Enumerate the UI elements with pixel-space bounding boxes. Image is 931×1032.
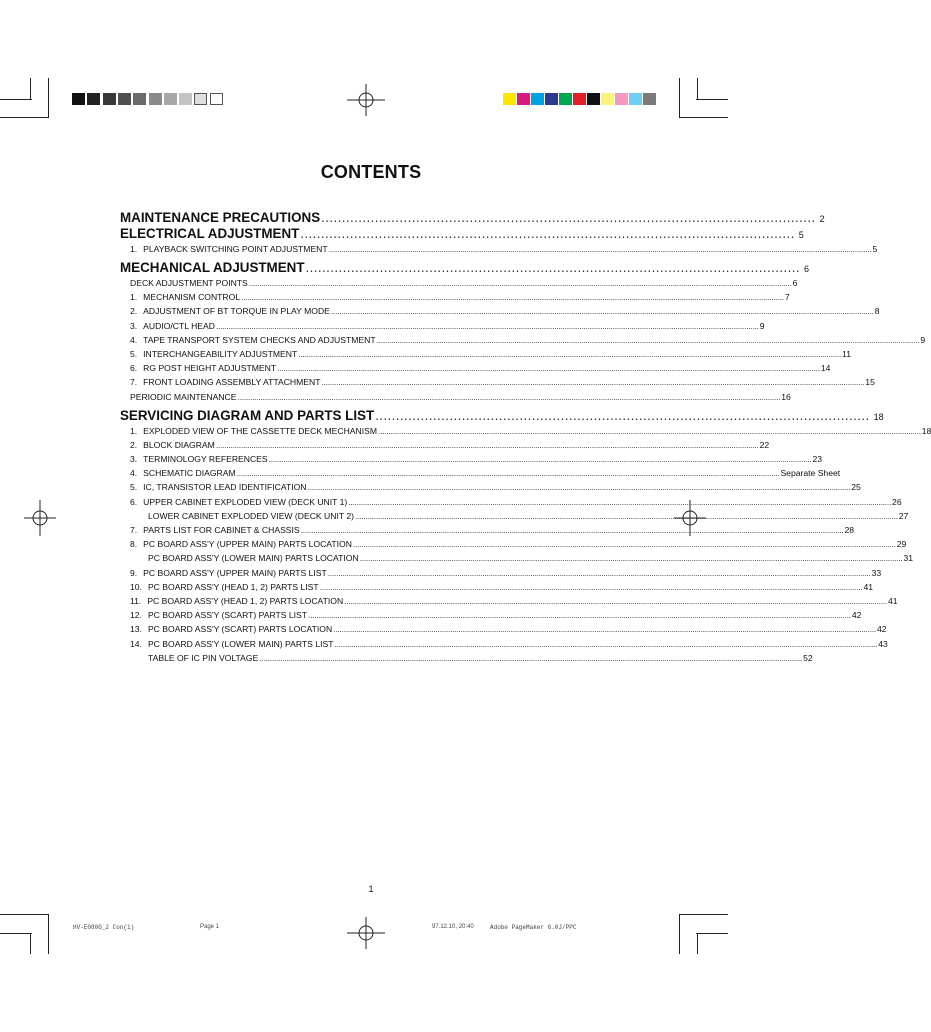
dot-leader: ........................................................................................................................ <box>305 260 800 275</box>
toc-entry-page: 29 <box>896 539 907 550</box>
dot-leader: .................................................................................................................................................................................................................................................................... <box>344 596 887 606</box>
toc-entry-label: MECHANISM CONTROL <box>143 292 241 303</box>
toc-entry[interactable] <box>130 638 888 649</box>
dot-leader: .................................................................................................................................................................................................................................................................... <box>215 320 759 331</box>
crop-mark <box>48 78 49 118</box>
toc-entry-number: 5. <box>130 349 138 359</box>
toc-entry[interactable] <box>130 539 907 550</box>
toc-entry-page: 16 <box>781 391 791 402</box>
dot-leader: .................................................................................................................................................................................................................................................................... <box>215 439 759 450</box>
toc-entry-label: TAPE TRANSPORT SYSTEM CHECKS AND ADJUSTMENT <box>143 334 376 345</box>
slug-software: Adobe PageMaker 6.0J/PPC <box>490 924 577 931</box>
toc-entry-number: 12. <box>130 610 142 621</box>
toc-entry[interactable] <box>130 581 874 592</box>
crop-mark <box>30 933 31 954</box>
toc-entry[interactable] <box>130 320 765 331</box>
toc-entry[interactable] <box>130 334 926 345</box>
toc-entry[interactable] <box>130 596 898 606</box>
slug-filename: HV-E080G_2 Con(1) <box>73 924 135 931</box>
gray-swatch <box>87 93 100 105</box>
toc-entry-label: IC, TRANSISTOR LEAD IDENTIFICATION <box>143 482 307 493</box>
toc-entry[interactable] <box>130 482 861 493</box>
toc-entry-page: 14 <box>820 363 831 374</box>
crop-mark <box>696 99 728 100</box>
toc-entry-number: 7. <box>130 377 138 388</box>
toc-entry[interactable] <box>130 349 851 359</box>
crop-mark <box>0 914 48 915</box>
gray-swatch <box>164 93 177 105</box>
toc-entry-label: PC BOARD ASS'Y (HEAD 1, 2) PARTS LIST <box>147 581 319 592</box>
toc-entry-label: PC BOARD ASS'Y (UPPER MAIN) PARTS LOCATION <box>143 539 352 550</box>
dot-leader: .................................................................................................................................................................................................................................................................... <box>237 391 781 402</box>
dot-leader: .................................................................................................................................................................................................................................................................... <box>308 610 851 621</box>
toc-entry-number: 3. <box>130 320 138 331</box>
toc-entry-page: 22 <box>759 439 770 450</box>
gray-swatch <box>103 93 116 105</box>
toc-entry-page: Separate Sheet <box>780 468 841 479</box>
dot-leader: .................................................................................................................................................................................................................................................................... <box>321 377 865 388</box>
color-swatch <box>601 93 614 105</box>
toc-entry[interactable] <box>130 624 887 635</box>
dot-leader: .................................................................................................................................................................................................................................................................... <box>352 539 896 550</box>
toc-entry-label: MAINTENANCE PRECAUTIONS <box>120 210 321 225</box>
toc-entry-label: PC BOARD ASS'Y (SCART) PARTS LIST <box>147 610 308 621</box>
color-swatch <box>573 93 586 105</box>
dot-leader: .................................................................................................................................................................................................................................................................... <box>236 468 780 479</box>
toc-entry-label: MECHANICAL ADJUSTMENT <box>120 260 305 275</box>
toc-entry[interactable] <box>130 377 875 388</box>
toc-entry[interactable] <box>130 610 862 621</box>
toc-entry-number: 9. <box>130 567 138 578</box>
toc-entry-page: 5 <box>798 230 804 240</box>
color-swatch <box>545 93 558 105</box>
toc-entry-label: ELECTRICAL ADJUSTMENT <box>120 226 300 241</box>
toc-entry-label: LOWER CABINET EXPLODED VIEW (DECK UNIT 2) <box>148 510 354 521</box>
toc-entry-number: 6. <box>130 363 138 374</box>
toc-entry-number: 6. <box>130 496 138 507</box>
color-swatch <box>503 93 516 105</box>
toc-entry-page: 18 <box>921 425 931 436</box>
toc-entry-page: 28 <box>844 525 855 535</box>
crop-mark <box>679 914 728 915</box>
toc-entry-page: 33 <box>871 567 882 578</box>
toc-entry-number: 1. <box>130 425 138 436</box>
dot-leader: .................................................................................................................................................................................................................................................................... <box>330 306 874 317</box>
toc-entry[interactable] <box>130 496 902 507</box>
toc-entry-number: 11. <box>130 596 142 606</box>
dot-leader: ........................................................................................................................ <box>321 210 816 225</box>
toc-entry-label: INTERCHANGEABILITY ADJUSTMENT <box>143 349 298 359</box>
toc-entry-label: PC BOARD ASS'Y (LOWER MAIN) PARTS LIST <box>147 638 334 649</box>
toc-entry[interactable] <box>130 292 790 303</box>
gray-swatch <box>72 93 85 105</box>
gray-swatch <box>210 93 223 105</box>
toc-entry[interactable] <box>130 391 791 402</box>
toc-entry-number: 2. <box>130 439 138 450</box>
toc-entry-page: 43 <box>878 638 888 649</box>
crop-mark <box>679 117 728 118</box>
toc-entry-page: 42 <box>851 610 862 621</box>
toc-section-heading[interactable] <box>120 260 809 275</box>
dot-leader: .................................................................................................................................................................................................................................................................... <box>327 567 871 578</box>
toc-entry-page: 42 <box>876 624 887 635</box>
toc-entry-label: SERVICING DIAGRAM AND PARTS LIST <box>120 407 375 423</box>
page-title: CONTENTS <box>320 162 422 182</box>
toc-entry[interactable] <box>148 652 813 663</box>
color-swatch <box>629 93 642 105</box>
toc-entry-number: 2. <box>130 306 138 317</box>
crop-mark <box>0 99 32 100</box>
color-swatch <box>615 93 628 105</box>
dot-leader: .................................................................................................................................................................................................................................................................... <box>359 553 903 564</box>
dot-leader: .................................................................................................................................................................................................................................................................... <box>300 525 844 535</box>
crop-mark <box>679 78 680 118</box>
toc-entry-label: BLOCK DIAGRAM <box>143 439 215 450</box>
toc-entry[interactable] <box>130 439 770 450</box>
toc-entry-page: 23 <box>812 454 823 464</box>
crop-mark <box>697 78 698 100</box>
dot-leader: ........................................................................................................................ <box>375 407 870 423</box>
toc-entry-number: 13. <box>130 624 142 635</box>
toc-entry-page: 31 <box>903 553 913 564</box>
toc-entry-page: 9 <box>759 320 765 331</box>
toc-entry-page: 9 <box>920 334 926 345</box>
toc-entry-label: EXPLODED VIEW OF THE CASSETTE DECK MECHANISM <box>143 425 377 436</box>
toc-entry-label: PERIODIC MAINTENANCE <box>130 391 237 402</box>
toc-entry-page: 26 <box>892 496 902 507</box>
toc-entry-label: UPPER CABINET EXPLODED VIEW (DECK UNIT 1) <box>143 496 348 507</box>
toc-entry[interactable] <box>130 425 931 436</box>
color-swatch <box>643 93 656 105</box>
dot-leader: .................................................................................................................................................................................................................................................................... <box>268 454 812 464</box>
dot-leader: .................................................................................................................................................................................................................................................................... <box>348 496 892 507</box>
toc-entry-number: 10. <box>130 581 142 592</box>
toc-section-heading[interactable] <box>120 226 804 241</box>
toc-entry-number: 1. <box>130 244 138 254</box>
toc-entry-number: 14. <box>130 638 142 649</box>
toc-entry[interactable] <box>148 553 913 564</box>
dot-leader: .................................................................................................................................................................................................................................................................... <box>378 425 921 436</box>
registration-target-icon <box>347 917 385 949</box>
dot-leader: .................................................................................................................................................................................................................................................................... <box>333 624 876 635</box>
toc-entry-page: 11 <box>842 349 851 359</box>
toc-entry-number: 7. <box>130 525 138 535</box>
toc-entry-page: 18 <box>873 411 884 422</box>
toc-entry[interactable] <box>130 306 880 317</box>
gray-swatch <box>149 93 162 105</box>
toc-entry[interactable] <box>130 454 823 464</box>
color-swatch <box>559 93 572 105</box>
toc-section-heading[interactable] <box>120 210 825 225</box>
registration-target-icon <box>24 500 56 536</box>
gray-swatch <box>133 93 146 105</box>
toc-entry-number: 8. <box>130 539 138 550</box>
slug-page: Page 1 <box>200 924 220 930</box>
page-number: 1 <box>368 884 374 894</box>
toc-entry-label: SCHEMATIC DIAGRAM <box>143 468 236 479</box>
crop-mark <box>696 933 728 934</box>
toc-entry-label: PLAYBACK SWITCHING POINT ADJUSTMENT <box>143 244 328 254</box>
dot-leader: ........................................................................................................................ <box>300 226 795 241</box>
color-swatch <box>531 93 544 105</box>
toc-entry-label: TABLE OF IC PIN VOLTAGE <box>148 652 259 663</box>
toc-entry[interactable] <box>130 363 831 374</box>
dot-leader: .................................................................................................................................................................................................................................................................... <box>248 278 792 288</box>
toc-entry-page: 5 <box>872 244 878 254</box>
toc-entry-page: 41 <box>863 581 874 592</box>
dot-leader: .................................................................................................................................................................................................................................................................... <box>328 244 872 254</box>
crop-mark <box>30 78 31 100</box>
dot-leader: .................................................................................................................................................................................................................................................................... <box>307 482 851 493</box>
crop-mark <box>0 117 48 118</box>
toc-entry-page: 52 <box>803 652 813 663</box>
dot-leader: .................................................................................................................................................................................................................................................................... <box>241 292 784 303</box>
dot-leader: .................................................................................................................................................................................................................................................................... <box>277 363 820 374</box>
gray-swatch <box>194 93 207 105</box>
toc-entry-label: FRONT LOADING ASSEMBLY ATTACHMENT <box>143 377 321 388</box>
toc-entry-page: 7 <box>784 292 790 303</box>
toc-entry[interactable] <box>130 278 798 288</box>
toc-entry-number: 4. <box>130 468 138 479</box>
toc-entry-label: DECK ADJUSTMENT POINTS <box>130 278 248 288</box>
crop-mark <box>697 933 698 954</box>
toc-entry-page: 6 <box>803 264 809 274</box>
color-swatch <box>587 93 600 105</box>
dot-leader: .................................................................................................................................................................................................................................................................... <box>259 652 803 663</box>
toc-section-heading[interactable] <box>120 407 884 423</box>
toc-entry-label: RG POST HEIGHT ADJUSTMENT <box>143 363 277 374</box>
dot-leader: .................................................................................................................................................................................................................................................................... <box>376 334 920 345</box>
toc-entry-label: PC BOARD ASS'Y (UPPER MAIN) PARTS LIST <box>143 567 327 578</box>
toc-entry-number: 1. <box>130 292 138 303</box>
toc-entry-page: 2 <box>819 214 825 224</box>
registration-target-icon <box>347 84 385 116</box>
dot-leader: .................................................................................................................................................................................................................................................................... <box>354 510 898 521</box>
toc-entry-label: PC BOARD ASS'Y (SCART) PARTS LOCATION <box>147 624 333 635</box>
toc-entry-label: AUDIO/CTL HEAD <box>143 320 215 331</box>
gray-swatch <box>118 93 131 105</box>
toc-entry-page: 8 <box>874 306 880 317</box>
color-swatch <box>517 93 530 105</box>
toc-entry[interactable] <box>130 525 855 535</box>
toc-entry-label: ADJUSTMENT OF BT TORQUE IN PLAY MODE <box>143 306 330 317</box>
dot-leader: .................................................................................................................................................................................................................................................................... <box>334 638 878 649</box>
toc-entry-page: 25 <box>851 482 861 493</box>
toc-entry[interactable] <box>130 567 882 578</box>
toc-entry-page: 15 <box>865 377 875 388</box>
toc-entry-page: 41 <box>887 596 898 606</box>
toc-entry-label: TERMINOLOGY REFERENCES <box>143 454 268 464</box>
toc-entry-label: PC BOARD ASS'Y (LOWER MAIN) PARTS LOCATION <box>148 553 359 564</box>
toc-entry-label: PC BOARD ASS'Y (HEAD 1, 2) PARTS LOCATION <box>147 596 344 606</box>
toc-entry-page: 6 <box>792 278 798 288</box>
toc-entry-number: 3. <box>130 454 138 464</box>
toc-entry[interactable] <box>130 468 841 479</box>
crop-mark <box>0 933 32 934</box>
dot-leader: .................................................................................................................................................................................................................................................................... <box>319 581 863 592</box>
slug-timestamp: 97.12.10, 20:40 <box>432 924 474 930</box>
toc-entry[interactable] <box>148 510 909 521</box>
toc-entry[interactable] <box>130 244 878 254</box>
toc-entry-page: 27 <box>898 510 909 521</box>
toc-entry-label: PARTS LIST FOR CABINET & CHASSIS <box>143 525 300 535</box>
crop-mark <box>679 914 680 954</box>
crop-mark <box>48 914 49 954</box>
toc-entry-number: 5. <box>130 482 138 493</box>
gray-swatch <box>179 93 192 105</box>
toc-entry-number: 4. <box>130 334 138 345</box>
dot-leader: .................................................................................................................................................................................................................................................................... <box>298 349 842 359</box>
